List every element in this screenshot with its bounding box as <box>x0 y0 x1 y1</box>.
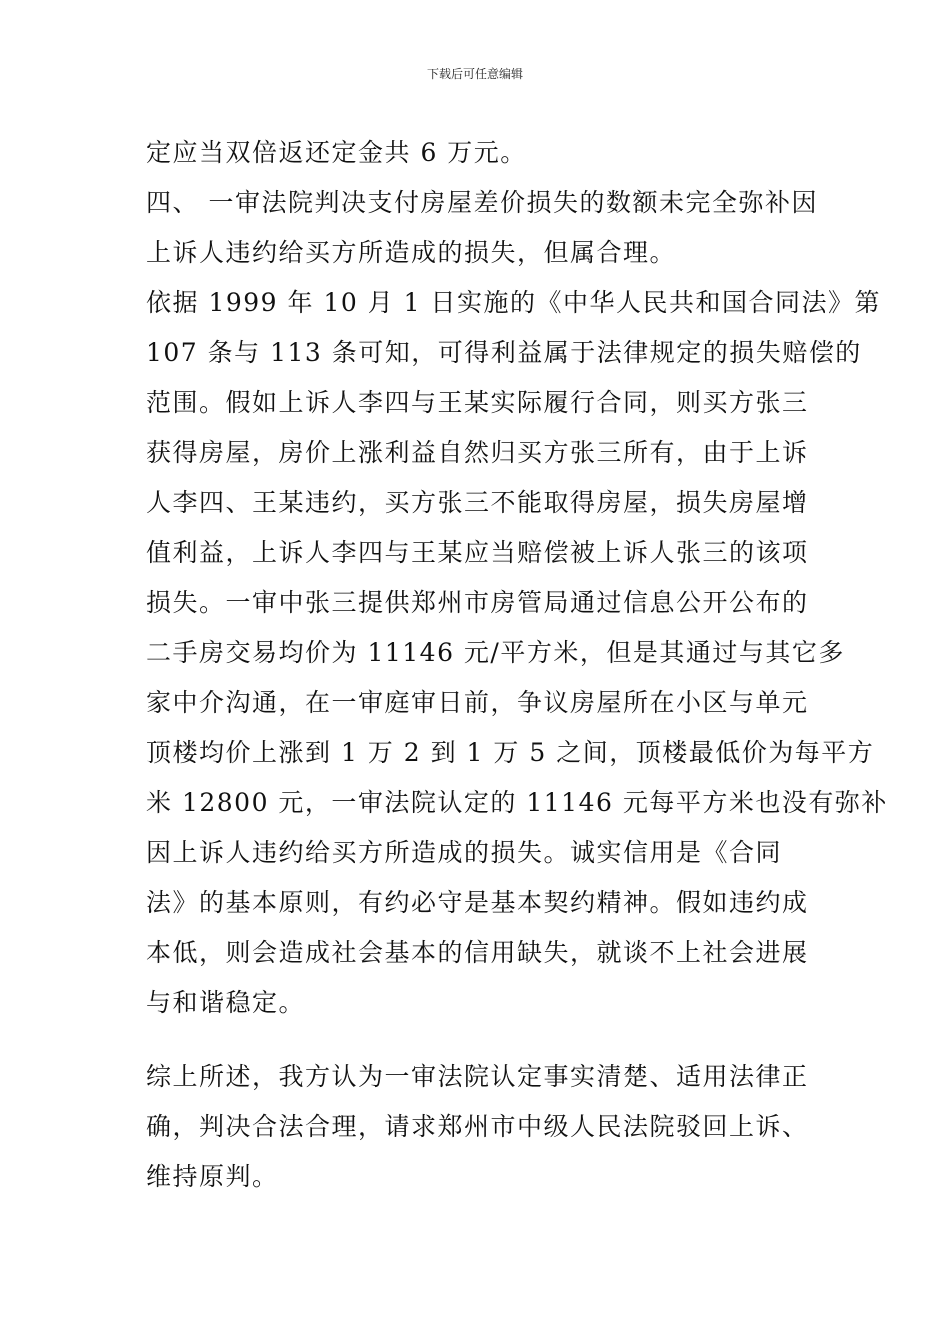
text-line: 损失。一审中张三提供郑州市房管局通过信息公开公布的 <box>146 588 809 617</box>
document-body <box>146 128 888 1202</box>
text-line: 家中介沟通，在一审庭审日前，争议房屋所在小区与单元 <box>146 688 809 717</box>
text-line: 人李四、王某违约，买方张三不能取得房屋，损失房屋增 <box>146 488 809 517</box>
text-line: 四、 一审法院判决支付房屋差价损失的数额未完全弥补因 <box>146 188 818 217</box>
text-line: 107 条与 113 条可知，可得利益属于法律规定的损失赔偿的 <box>146 338 862 367</box>
text-line: 因上诉人违约给买方所造成的损失。诚实信用是《合同 <box>146 838 783 867</box>
text-line: 米 12800 元，一审法院认定的 11146 元每平方米也没有弥补 <box>146 788 888 817</box>
text-line: 本低，则会造成社会基本的信用缺失，就谈不上社会进展 <box>146 938 809 967</box>
text-line: 上诉人违约给买方所造成的损失，但属合理。 <box>146 238 677 267</box>
paragraph-legal-basis <box>146 278 888 1028</box>
text-line: 获得房屋，房价上涨利益自然归买方张三所有，由于上诉 <box>146 438 809 467</box>
text-line: 顶楼均价上涨到 1 万 2 到 1 万 5 之间，顶楼最低价为每平方 <box>146 738 875 767</box>
paragraph-section-four <box>146 178 826 278</box>
text-line: 维持原判。 <box>146 1162 279 1191</box>
text-line: 与和谐稳定。 <box>146 988 306 1017</box>
text-line: 综上所述，我方认为一审法院认定事实清楚、适用法律正 <box>146 1062 809 1091</box>
paragraph-gap <box>146 1028 826 1052</box>
text-line: 定应当双倍返还定金共 6 万元。 <box>146 138 527 167</box>
page-header <box>0 66 950 82</box>
text-line: 确，判决合法合理，请求郑州市中级人民法院驳回上诉、 <box>146 1112 809 1141</box>
header-text: 下载后可任意编辑 <box>426 67 523 81</box>
text-line: 二手房交易均价为 11146 元/平方米，但是其通过与其它多 <box>146 638 845 667</box>
text-line: 范围。假如上诉人李四与王某实际履行合同，则买方张三 <box>146 388 809 417</box>
text-line: 值利益，上诉人李四与王某应当赔偿被上诉人张三的该项 <box>146 538 809 567</box>
text-line: 依据 1999 年 10 月 1 日实施的《中华人民共和国合同法》第 <box>146 288 882 317</box>
paragraph-conclusion <box>146 1052 826 1202</box>
text-line: 法》的基本原则，有约必守是基本契约精神。假如违约成 <box>146 888 809 917</box>
paragraph-deposit-refund <box>146 128 826 178</box>
